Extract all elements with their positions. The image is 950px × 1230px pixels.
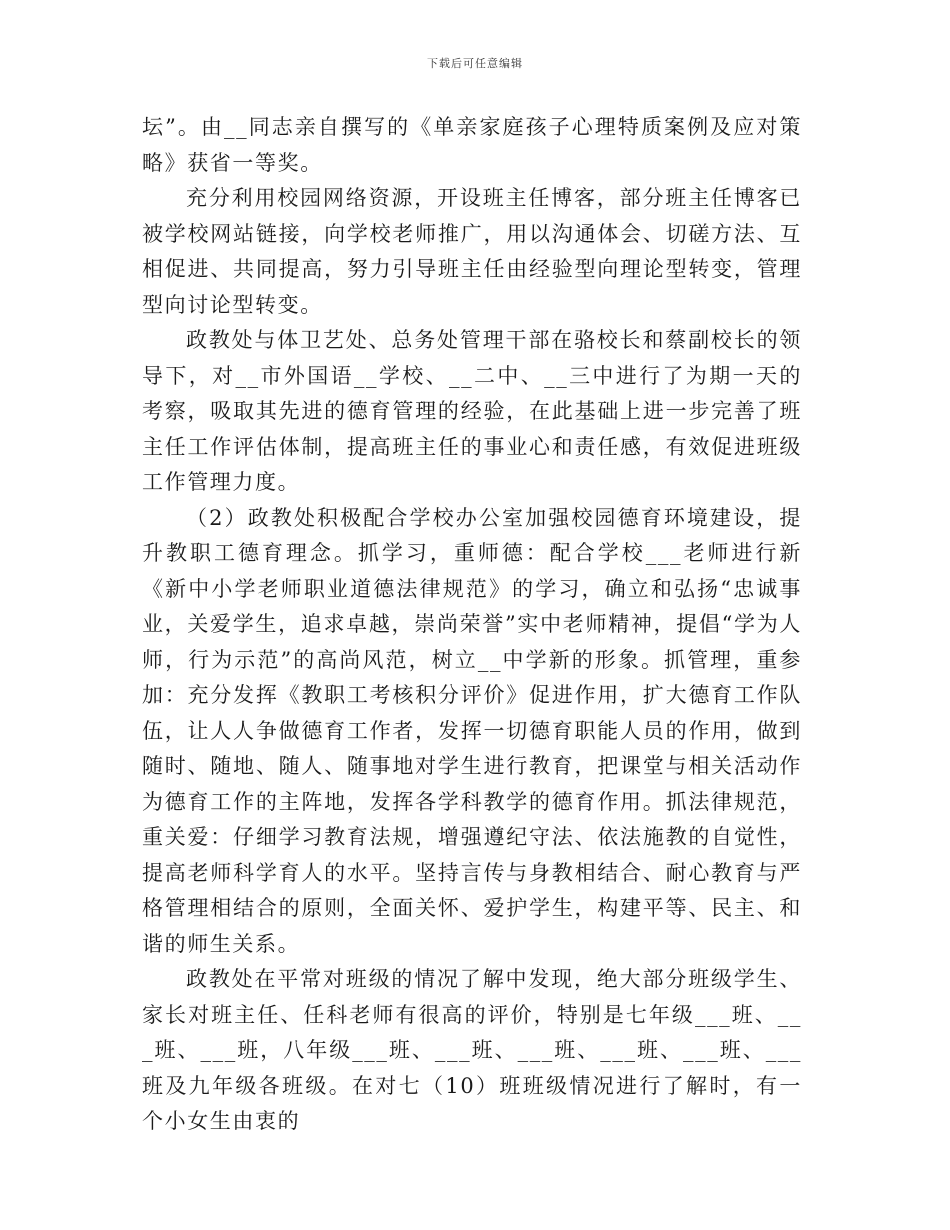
paragraph-1: 坛”。由__同志亲自撰写的《单亲家庭孩子心理特质案例及应对策略》获省一等奖。 <box>142 115 802 175</box>
paragraph-2: 充分利用校园网络资源，开设班主任博客，部分班主任博客已被学校网站链接，向学校老师推广，用以沟通体会、切磋方法、互相促进、共同提高，努力引导班主任由经验型向理论型转变，管理型向讨论型转变。 <box>142 186 802 317</box>
paragraph-5: 政教处在平常对班级的情况了解中发现，绝大部分班级学生、家长对班主任、任科老师有很高的评价，特别是七年级___班、___班、___班，八年级___班、___班、___班、___班、___班、___班及九年级各班级。在对七（10）班班级情况进行了解时，有一个小女生由衷的 <box>142 967 802 1133</box>
document-body <box>142 110 802 1140</box>
paragraph-3: 政教处与体卫艺处、总务处管理干部在骆校长和蔡副校长的领导下，对__市外国语__学校、__二中、__三中进行了为期一天的考察，吸取其先进的德育管理的经验，在此基础上进一步完善了班主任工作评估体制，提高班主任的事业心和责任感，有效促进班级工作管理力度。 <box>142 328 802 494</box>
page-header: 下载后可任意编辑 <box>427 57 523 70</box>
paragraph-4: （2）政教处积极配合学校办公室加强校园德育环境建设，提升教职工德育理念。抓学习，重师德：配合学校___老师进行新《新中小学老师职业道德法律规范》的学习，确立和弘扬“忠诚事业，关爱学生，追求卓越，崇尚荣誉”实中老师精神，提倡“学为人师，行为示范”的高尚风范，树立__中学新的形象。抓管理，重参加：充分发挥《教职工考核积分评价》促进作用，扩大德育工作队伍，让人人争做德育工作者，发挥一切德育职能人员的作用，做到随时、随地、随人、随事地对学生进行教育，把课堂与相关活动作为德育工作的主阵地，发挥各学科教学的德育作用。抓法律规范，重关爱：仔细学习教育法规，增强遵纪守法、依法施教的自觉性，提高老师科学育人的水平。坚持言传与身教相结合、耐心教育与严格管理相结合的原则，全面关怀、爱护学生，构建平等、民主、和谐的师生关系。 <box>142 505 802 956</box>
